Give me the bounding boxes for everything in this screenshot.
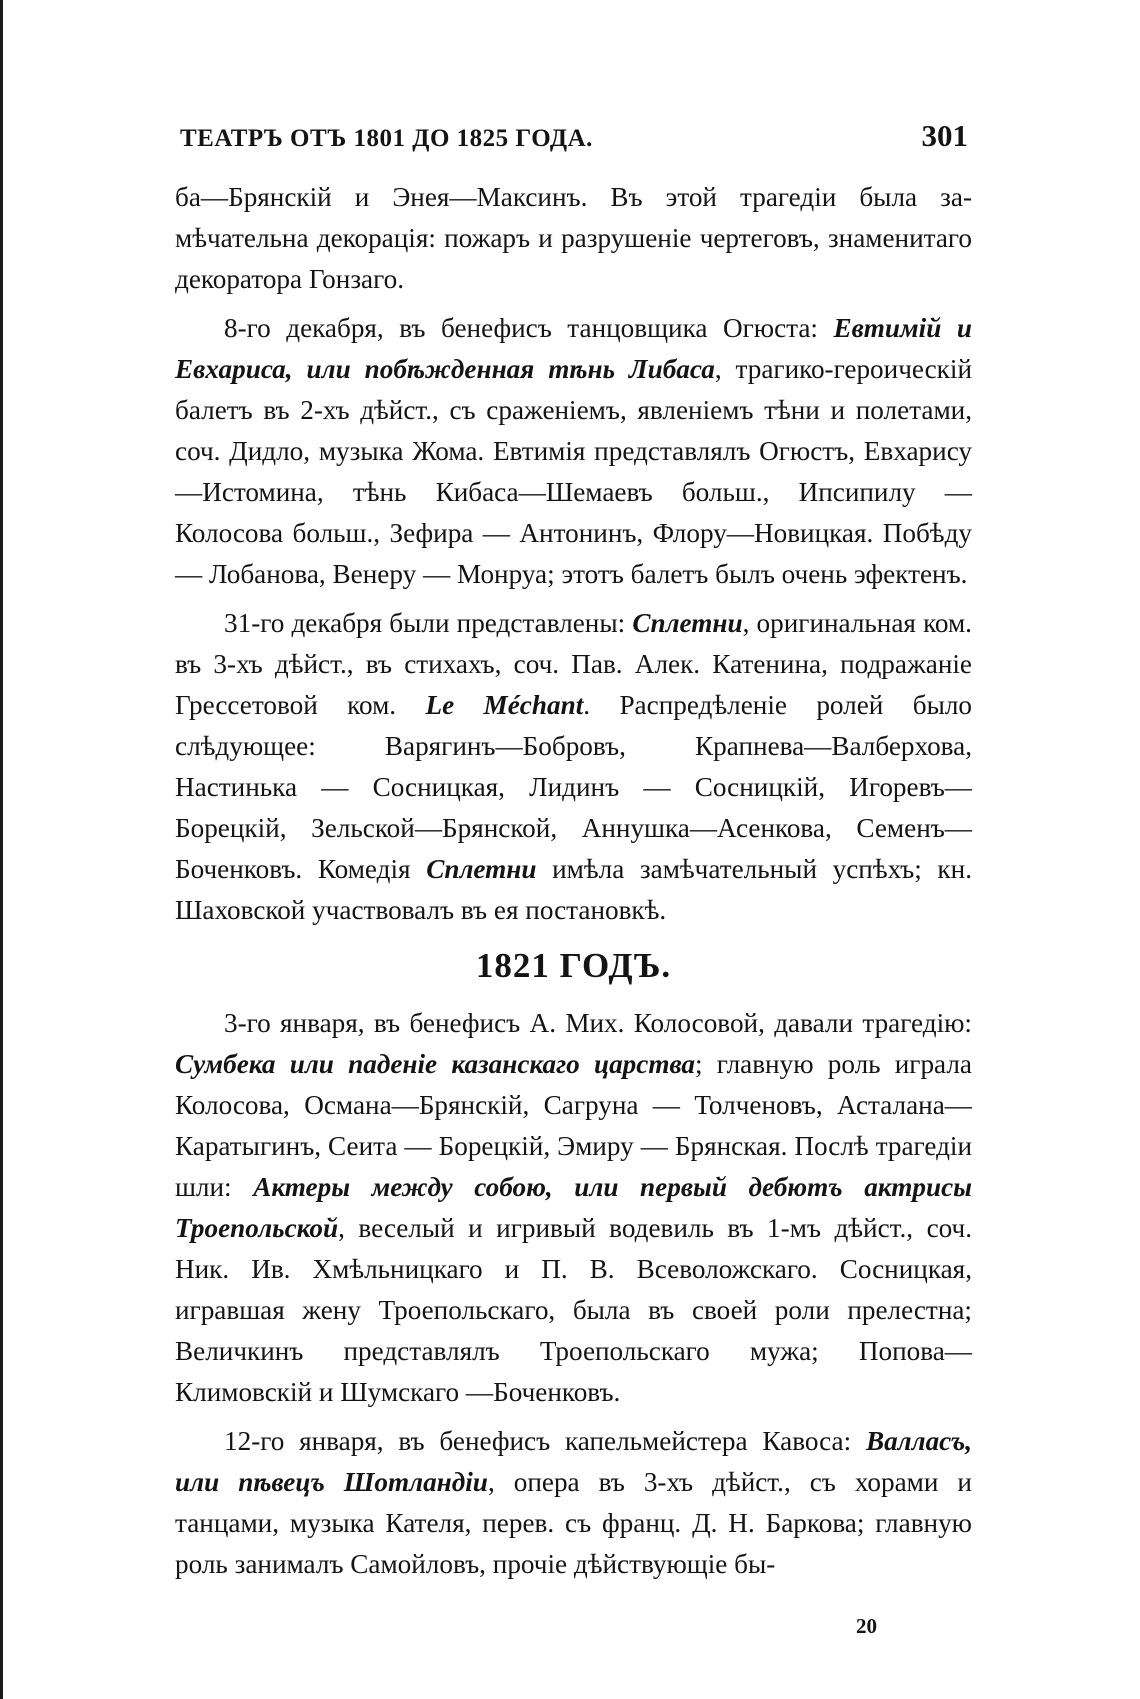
work-title: Le Méchant (425, 690, 584, 720)
signature-mark: 20 (856, 1614, 877, 1638)
paragraph-text: . Распредѣленіе ролей было слѣдующее: Варягинъ—Бобровъ, Крапнева—Валберхова, Настинька — Сосницкая, Лидинъ — Сосницкій, Игоревъ—Борецкій, Зельской—Брянской, Аннушка—Асенкова, Семенъ—Боченковъ. Комедія (175, 690, 972, 884)
work-title: Валласъ, или пѣвецъ Шотландіи (175, 1426, 972, 1497)
paragraph-dec-31 (175, 603, 972, 931)
body-text (175, 177, 972, 1585)
paragraph-text: 3-го января, въ бенефисъ А. Мих. Колосовой, давали трагедію: (224, 1008, 972, 1038)
paragraph-text: , веселый и игривый водевиль въ 1-мъ дѣйст., соч. Ник. Ив. Хмѣльницкаго и П. В. Всеволожскаго. Сосницкая, игравшая жену Троепольскаго, была въ своей роли прелестна; Величкинъ представлялъ Троепольскаго мужа; Попова—Климовскій и Шумскаго —Боченковъ. (175, 1213, 972, 1407)
work-title: Сумбека или паденіе казанскаго царства (175, 1049, 696, 1079)
page-header (180, 118, 968, 154)
paragraph-dec-8 (175, 308, 972, 595)
page-number: 301 (921, 118, 968, 153)
paragraph-text: 12-го января, въ бенефисъ капельмейстера Кавоса: (224, 1426, 866, 1456)
paragraph-text: , оригинальная ком. въ 3-хъ дѣйст., въ стихахъ, соч. Пав. Алек. Катенина, подражаніе Грессетовой ком. (175, 608, 972, 720)
paragraph-jan-3 (175, 1003, 972, 1413)
paragraph-text: ба—Брянскій и Энея—Максинъ. Въ этой трагедіи была замѣчательна декорація: пожаръ и разрушеніе чертеговъ, знаменитаго декоратора Гонзаго. (175, 182, 972, 294)
running-head: ТЕАТРЪ ОТЪ 1801 ДО 1825 ГОДА. (180, 125, 593, 152)
work-title: Сплетни (426, 854, 537, 884)
paragraph-text: 31-го декабря были представлены: (224, 608, 633, 638)
scan-edge (0, 0, 3, 1699)
paragraph-text: имѣла замѣчательный успѣхъ; кн. Шаховской участвовалъ въ ея постановкѣ. (175, 854, 972, 925)
paragraph-text: , опера въ 3-хъ дѣйст., съ хорами и танцами, музыка Кателя, перев. съ франц. Д. Н. Баркова; главную роль занималъ Самойловъ, прочіе дѣйствующіе бы- (175, 1467, 972, 1579)
work-title: Актеры между собою, или первый дебютъ актрисы Троепольской (175, 1172, 973, 1243)
paragraph-text: , трагико-героическій балетъ въ 2-хъ дѣйст., съ сраженіемъ, явленіемъ тѣни и полетами, соч. Дидло, музыка Жома. Евтимія представлялъ Огюстъ, Евхарису —Истомина, тѣнь Кибаса—Шемаевъ больш., Ипсипилу — Колосова больш., Зефира — Антонинъ, Флору—Новицкая. Побѣду — Лобанова, Венеру — Монруа; этотъ балетъ былъ очень эфектенъ. (175, 354, 972, 589)
paragraph-jan-12 (175, 1421, 972, 1585)
year-heading: 1821 ГОДЪ. (475, 946, 672, 985)
work-title: Сплетни (632, 608, 743, 638)
paragraph-text: 8-го декабря, въ бенефисъ танцовщика Огюста: (224, 313, 834, 343)
paragraph-continuation (175, 177, 972, 300)
paragraph-text: ; главную роль играла Колосова, Османа—Брянскій, Сагруна — Толченовъ, Асталана—Каратыгинъ, Сеита — Борецкій, Эмиру — Брянская. Послѣ трагедіи шли: (175, 1049, 972, 1202)
work-title: Евтимій и Евхариса, или побѣжденная тѣнь Либаса (175, 313, 972, 384)
